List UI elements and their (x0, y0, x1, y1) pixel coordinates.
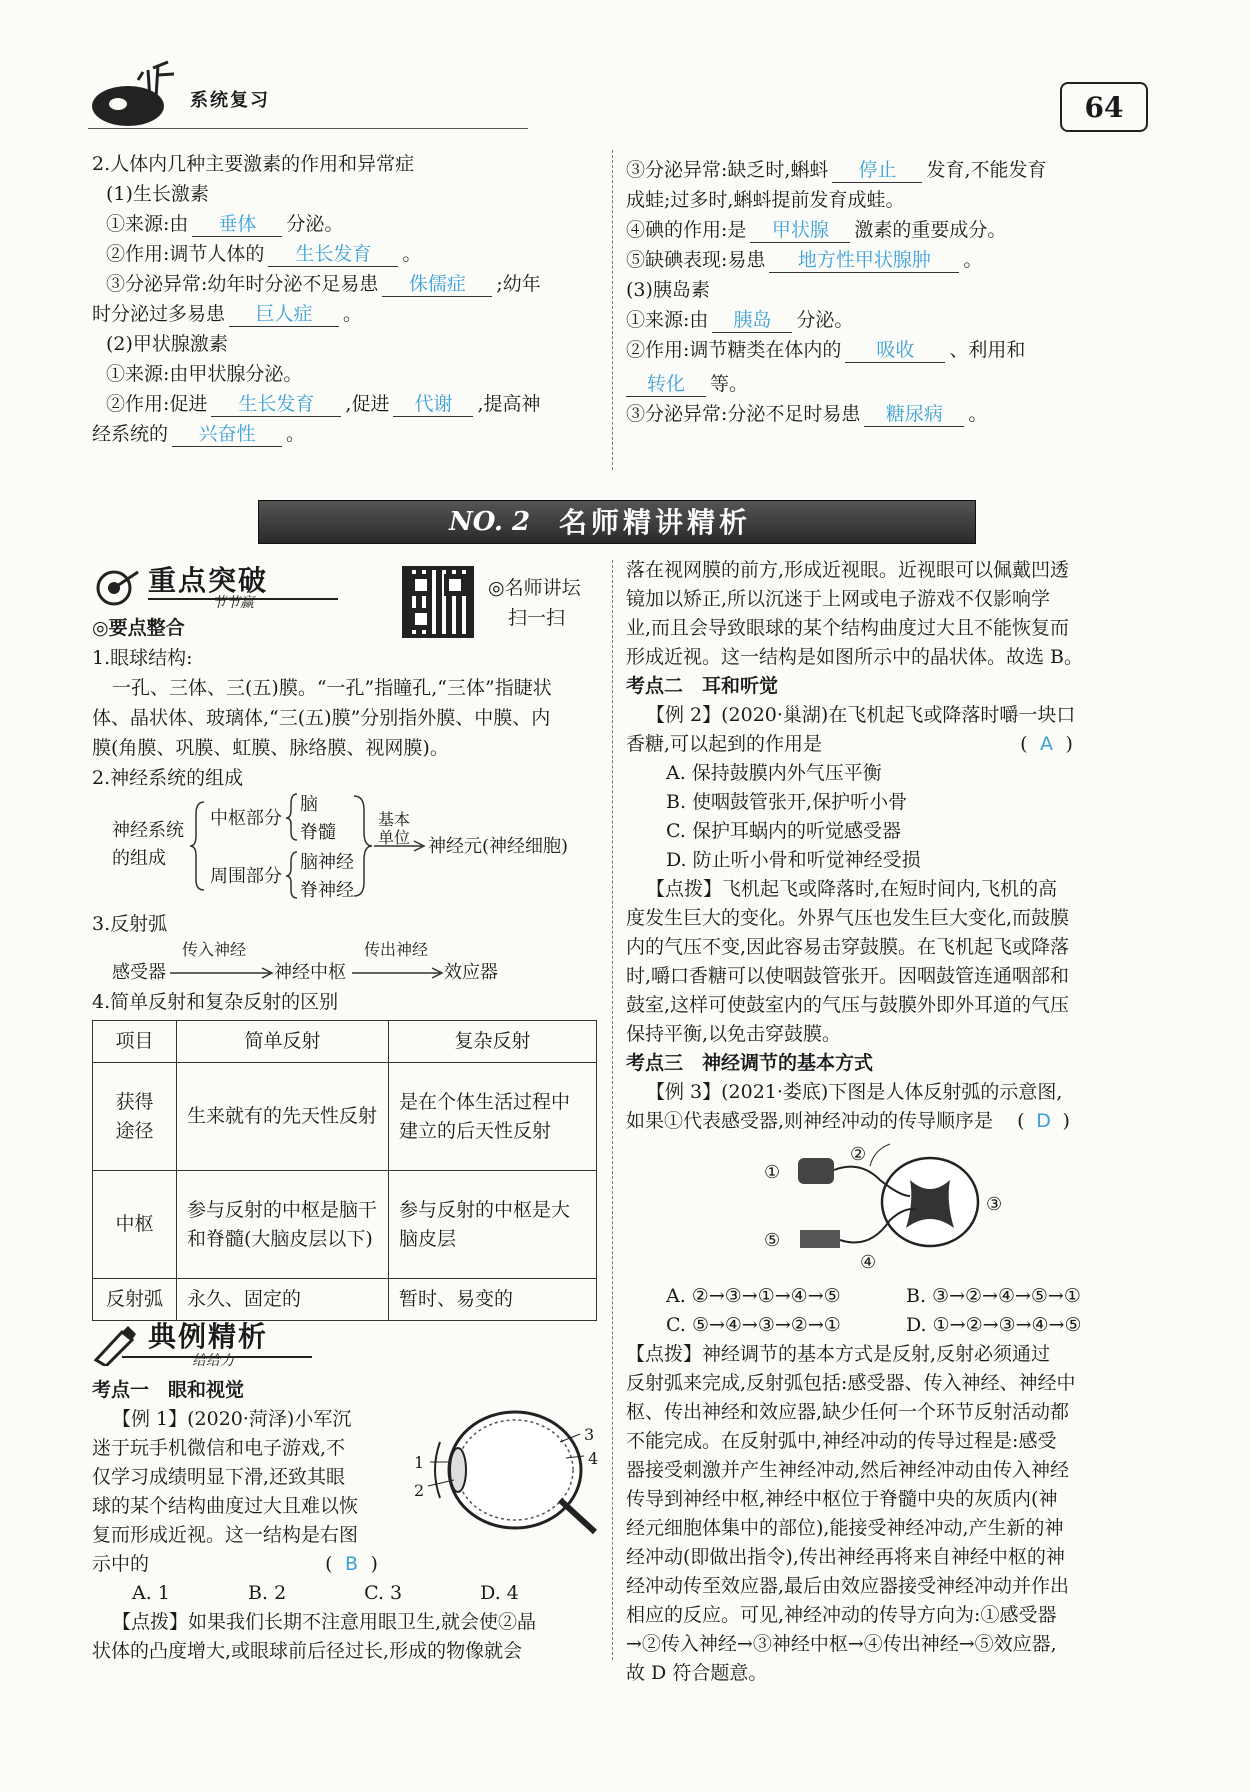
examples-badge: 典例精析 给给力 (92, 1318, 352, 1372)
th-heading: (2)甲状腺激素 (106, 333, 228, 355)
eye-diagram: 1 2 3 4 (410, 1400, 600, 1540)
header-section: 系统复习 (190, 90, 270, 111)
key-points-subhead: ◎要点整合 (92, 617, 185, 639)
answer-blank: 生长发育 (211, 392, 341, 417)
bamboo-logo-icon (88, 60, 180, 130)
th-function: ②作用:促进 生长发育 ,促进 代谢 ,提高神 (106, 393, 541, 415)
banner-title: 名师精讲精析 (559, 506, 752, 539)
answer-blank: 地方性甲状腺肿 (769, 248, 959, 273)
key-points-content: ◎要点整合 1.眼球结构: 一孔、三体、三(五)膜。“一孔”指瞳孔,“三体”指睫状 体、晶状体、玻璃体,“三(五)膜”分别指外膜、中膜、内 膜(角膜、巩膜、虹膜、脉络膜、视网膜)。 2.神经系统的组成 (92, 614, 602, 794)
th-function-2: 经系统的 兴奋性 。 (92, 423, 306, 445)
insulin-function: ②作用:调节糖类在体内的 吸收 、利用和 (626, 339, 1026, 361)
header-logo (88, 60, 180, 130)
reflex-arc-diagram: ① ② ③ ④ ⑤ (750, 1140, 1020, 1270)
answer-blank: 吸收 (845, 338, 945, 363)
answer-blank: 甲状腺 (750, 218, 850, 243)
pen-icon (92, 1324, 138, 1366)
insulin-source: ①来源:由 胰岛 分泌。 (626, 309, 854, 331)
hormones-right (626, 156, 1146, 430)
hormones-left (92, 150, 602, 450)
insulin-heading: (3)胰岛素 (626, 279, 710, 301)
reflex-arc-flow: 感受器 传入神经 神经中枢 传出神经 效应器 (92, 940, 602, 990)
gh-function: ②作用:调节人体的 生长发育 。 (106, 243, 422, 265)
gh-abnormal-2: 时分泌过多易患 巨人症 。 (92, 303, 363, 325)
gh-source: ①来源:由 垂体 分泌。 (106, 213, 344, 235)
qr-caption-1: ◎名师讲坛 (488, 577, 581, 599)
column-divider-top (612, 150, 613, 470)
analysis-right: 落在视网膜的前方,形成近视眼。近视眼可以佩戴凹透 镜加以矫正,所以沉迷于上网或电子游戏不仅影响学 业,而且会导致眼球的某个结构曲度过大且不能恢复而 形成近视。这一结构是如图所示中的晶状体。故选 B。 考点二 耳和听觉 【例 2】(2020·巢湖)在飞机起飞或降落时嚼一块口 香糖,可以起到的作用是 ( A ) A. 保持鼓膜内外气压平衡 B. 使咽鼓管张开,保护听小骨 C. 保护耳蜗内的听觉感受器 D. 防止听小骨和听觉神经受损 【点拨】飞机起飞或降落时,在短时间内,飞机的高 度发生巨大的变化。外界气压也发生巨大变化,而鼓膜 内的气压不变,因此容易击穿鼓膜。在飞机起飞或降落 时,嚼口香糖可以使咽鼓管张开。因咽鼓管连通咽部和 鼓室,这样可使鼓室内的气压与鼓膜外即外耳道的气压 保持平衡,以免击穿鼓膜。 考点三 神经调节的基本方式 【例 3】(2021·娄底)下图是人体反射弧的示意图, 如果①代表感受器,则神经冲动的传导顺序是 ( D ) (626, 556, 1146, 1136)
answer-blank: 巨人症 (229, 302, 339, 327)
answer-blank: 糖尿病 (864, 402, 964, 427)
answer-ex1: B (344, 1553, 358, 1575)
key-points-badge: 重点突破 节节赢 (92, 562, 352, 614)
answer-ex3: D (1036, 1110, 1051, 1132)
answer-blank: 代谢 (393, 392, 473, 417)
table-row: 获得 途径 生来就有的先天性反射 是在个体生活过程中建立的后天性反射 (93, 1063, 597, 1171)
answer-blank: 侏儒症 (382, 272, 492, 297)
table-row: 中枢 参与反射的中枢是脑干和脊髓(大脑皮层以下) 参与反射的中枢是大脑皮层 (93, 1171, 597, 1279)
nervous-system-diagram: 神经系统 的组成 中枢部分 周围部分 脑 脊髓 脑神经 脊神经 基本 单位 神经元(神经细胞) (92, 790, 602, 902)
answer-blank: 垂体 (192, 212, 282, 237)
reflex-compare-table (92, 1020, 597, 1321)
example-1: 考点一 眼和视觉 【例 1】(2020·菏泽)小军沉 迷于玩手机微信和电子游戏,不 仅学习成绩明显下滑,还致其眼 球的某个结构曲度过大且难以恢 复而形成近视。这一结构是右图 示中的 ( B ) A. 1 B. 2 C. 3 D. 4 【点拨】如果我们长期不注意用眼卫生,就会使②晶 状体的凸度增大,或眼球前后径过长,形成的物像就会 (92, 1376, 602, 1666)
insulin-abnormal: ③分泌异常:分泌不足时易患 糖尿病 。 (626, 403, 988, 425)
topic-1: 考点一 眼和视觉 (92, 1379, 245, 1401)
target-icon (92, 568, 142, 608)
ex3-options-row1: A. ②→③→①→④→⑤ B. ③→②→④→⑤→① (666, 1285, 1081, 1307)
reflex-arc-title: 3.反射弧 (92, 913, 168, 935)
banner-no: NO. 2 (449, 507, 531, 537)
th-abnormal-2: 成蛙;过多时,蝌蚪提前发育成蛙。 (626, 189, 905, 211)
answer-blank: 胰岛 (712, 308, 792, 333)
spinal-cord-icon (750, 1140, 1020, 1270)
analysis-right-2: A. ②→③→①→④→⑤ B. ③→②→④→⑤→① C. ⑤→④→③→②→① D. ①→②→③→④→⑤ 【点拨】神经调节的基本方式是反射,反射必须通过 反射弧来完成,反射弧包括:感受器、传入神经、神经中 枢、传出神经和效应器,缺少任何一个环节反射活动都 不能完成。在反射弧中,神经冲动的传导过程是:感受 器接受刺激并产生神经冲动,然后神经冲动由传入神经 传导到神经中枢,神经中枢位于脊髓中央的灰质内(神 经元细胞体集中的部位),能接受神经冲动,产生新的神 经冲动(即做出指令),传出神经再将来自神经中枢的神 经冲动传至效应器,最后由效应器接受神经冲动并作出 相应的反应。可见,神经冲动的传导方向为:①感受器 →②传入神经→③神经中枢→④传出神经→⑤效应器, 故 D 符合题意。 (626, 1282, 1146, 1688)
page-number: 64 (1084, 91, 1124, 124)
ex3-options-row2: C. ⑤→④→③→②→① D. ①→②→③→④→⑤ (666, 1314, 1082, 1336)
answer-blank: 生长发育 (268, 242, 398, 267)
th-source: ①来源:由甲状腺分泌。 (106, 363, 303, 385)
insulin-function-2: 转化 等。 (626, 370, 1146, 400)
answer-blank: 兴奋性 (172, 422, 282, 447)
answer-blank: 转化 (626, 372, 706, 397)
section-banner (258, 500, 976, 544)
gh-abnormal: ③分泌异常:幼年时分泌不足易患 侏儒症 ;幼年 (106, 273, 541, 295)
answer-blank: 停止 (832, 158, 922, 183)
iodine-lack: ⑤缺碘表现:易患 地方性甲状腺肿 。 (626, 249, 983, 271)
table-row: 反射弧 永久、固定的 暂时、易变的 (93, 1279, 597, 1321)
header-underline (88, 128, 528, 129)
topic-3: 考点三 神经调节的基本方式 (626, 1052, 874, 1074)
hormones-title: 2.人体内几种主要激素的作用和异常症 (92, 153, 415, 175)
th-abnormal: ③分泌异常:缺乏时,蝌蚪 停止 发育,不能发育 (626, 159, 1047, 181)
column-divider-bottom (612, 560, 613, 1660)
gh-heading: (1)生长激素 (106, 183, 209, 205)
eye-title: 1.眼球结构: (92, 647, 193, 669)
qr-caption-2: 扫一扫 (508, 607, 566, 629)
eyeball-icon (410, 1400, 600, 1540)
answer-ex2: A (1040, 733, 1054, 755)
reflex-compare-title: 4.简单反射和复杂反射的区别 (92, 991, 339, 1013)
nervous-title: 2.神经系统的组成 (92, 767, 244, 789)
page-number-box (1060, 82, 1148, 132)
iodine-role: ④碘的作用:是 甲状腺 激素的重要成分。 (626, 219, 1007, 241)
topic-2: 考点二 耳和听觉 (626, 675, 779, 697)
ex1-options: A. 1 B. 2 C. 3 D. 4 (132, 1582, 519, 1604)
arc-arrows (92, 940, 602, 990)
table-row: 项目 简单反射 复杂反射 (93, 1021, 597, 1063)
